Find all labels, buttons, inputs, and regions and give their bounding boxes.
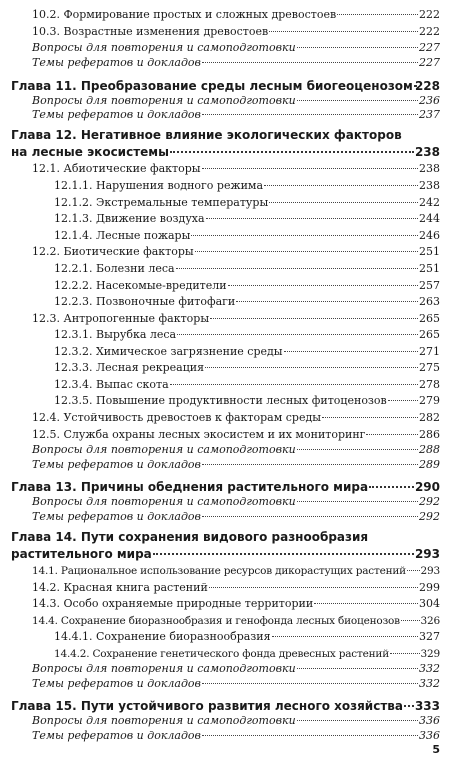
toc-entry xyxy=(0,647,453,661)
dot-leader xyxy=(388,400,418,401)
toc-entry xyxy=(0,56,453,70)
toc-entry-page: 265 xyxy=(419,328,440,341)
dot-leader xyxy=(314,603,418,604)
toc-entry-page: 227 xyxy=(419,56,440,69)
dot-leader xyxy=(202,683,418,684)
dot-leader xyxy=(369,486,414,488)
toc-entry-title: 12.2.1. Болезни леса xyxy=(54,262,175,275)
toc-entry-page: 326 xyxy=(420,615,440,627)
toc-entry xyxy=(0,94,453,108)
toc-entry-page: 251 xyxy=(419,245,440,258)
dot-leader xyxy=(390,653,420,654)
chapter-title: Глава 13. Причины обеднения растительного мира xyxy=(11,480,369,494)
dot-leader xyxy=(337,14,418,15)
chapter-heading xyxy=(0,699,453,714)
toc-entry xyxy=(0,714,453,728)
toc-entry-page: 278 xyxy=(419,378,440,391)
toc-entry xyxy=(0,411,453,425)
chapter-page: 238 xyxy=(414,145,440,159)
toc-entry-page: 246 xyxy=(419,229,440,242)
toc-entry-title: 12.2.3. Позвоночные фитофаги xyxy=(54,295,236,308)
toc-entry-page: 292 xyxy=(419,510,440,523)
toc-entry xyxy=(0,614,453,628)
toc-entry xyxy=(0,279,453,293)
toc-entry-title: Темы рефератов и докладов xyxy=(32,677,201,690)
toc-entry xyxy=(0,597,453,611)
toc-entry-title: Вопросы для повторения и самоподготовки xyxy=(32,662,296,675)
toc-entry xyxy=(0,378,453,392)
dot-leader xyxy=(176,268,418,269)
toc-entry-page: 286 xyxy=(419,428,440,441)
dot-leader xyxy=(202,114,418,115)
dot-leader xyxy=(297,720,418,721)
dot-leader xyxy=(170,151,414,153)
toc-entry xyxy=(0,312,453,326)
toc-entry-title: Темы рефератов и докладов xyxy=(32,56,201,69)
toc-entry-title: 12.3.3. Лесная рекреация xyxy=(54,361,205,374)
dot-leader xyxy=(205,367,418,368)
toc-entry xyxy=(0,108,453,122)
toc-entry xyxy=(0,162,453,176)
dot-leader xyxy=(297,449,418,450)
chapter-page: 293 xyxy=(414,547,440,561)
toc-entry-page: 238 xyxy=(419,179,440,192)
toc-entry-page: 265 xyxy=(419,312,440,325)
dot-leader xyxy=(404,705,414,707)
toc-entry-title: Вопросы для повторения и самоподготовки xyxy=(32,443,296,456)
toc-entry-title: 12.5. Служба охраны лесных экосистем и их мониторинг xyxy=(32,428,366,441)
toc-entry-page: 279 xyxy=(419,394,440,407)
chapter-page: 290 xyxy=(414,480,440,494)
toc-entry-title: Вопросы для повторения и самоподготовки xyxy=(32,94,296,107)
toc-entry-title: 12.3.5. Повышение продуктивности лесных фитоценозов xyxy=(54,394,387,407)
toc-entry-page: 292 xyxy=(419,495,440,508)
dot-leader xyxy=(297,501,418,502)
toc-entry-title: 12.3.1. Вырубка леса xyxy=(54,328,177,341)
dot-leader xyxy=(272,636,418,637)
toc-entry-page: 275 xyxy=(419,361,440,374)
toc-entry-title: 14.4.2. Сохранение генетического фонда древесных растений xyxy=(54,648,390,660)
toc-entry xyxy=(0,361,453,375)
chapter-heading xyxy=(0,79,453,94)
dot-leader xyxy=(153,553,414,555)
toc-entry xyxy=(0,630,453,644)
dot-leader xyxy=(206,218,418,219)
toc-entry-title: 12.1. Абиотические факторы xyxy=(32,162,201,175)
dot-leader xyxy=(210,318,418,319)
toc-entry xyxy=(0,510,453,524)
toc-entry-title: 12.1.3. Движение воздуха xyxy=(54,212,205,225)
dot-leader xyxy=(297,668,418,669)
dot-leader xyxy=(202,62,418,63)
dot-leader xyxy=(202,516,418,517)
toc-entry xyxy=(0,428,453,442)
dot-leader xyxy=(202,168,418,169)
toc-entry-page: 332 xyxy=(419,677,440,690)
toc-entry xyxy=(0,229,453,243)
dot-leader xyxy=(202,464,418,465)
toc-entry xyxy=(0,295,453,309)
toc-entry xyxy=(0,581,453,595)
toc-entry xyxy=(0,729,453,743)
toc-entry xyxy=(0,495,453,509)
toc-entry-title: Вопросы для повторения и самоподготовки xyxy=(32,495,296,508)
dot-leader xyxy=(401,620,420,621)
toc-entry xyxy=(0,443,453,457)
toc-entry-page: 242 xyxy=(419,196,440,209)
toc-entry-title: 14.1. Рациональное использование ресурсов дикорастущих растений xyxy=(32,565,406,577)
toc-entry-title: 12.3.4. Выпас скота xyxy=(54,378,169,391)
dot-leader xyxy=(191,235,418,236)
toc-entry-page: 336 xyxy=(419,729,440,742)
toc-entry-page: 263 xyxy=(419,295,440,308)
toc-entry-title: 12.4. Устойчивость древостоев к факторам среды xyxy=(32,411,322,424)
toc-entry xyxy=(0,25,453,39)
toc-entry-page: 336 xyxy=(419,714,440,727)
toc-entry-page: 251 xyxy=(419,262,440,275)
toc-entry-page: 299 xyxy=(419,581,440,594)
toc-entry-title: Темы рефератов и докладов xyxy=(32,510,201,523)
toc-entry-title: 10.3. Возрастные изменения древостоев xyxy=(32,25,269,38)
dot-leader xyxy=(202,735,418,736)
toc-entry-page: 237 xyxy=(419,108,440,121)
toc-entry-page: 257 xyxy=(419,279,440,292)
dot-leader xyxy=(366,434,418,435)
dot-leader xyxy=(269,202,418,203)
dot-leader xyxy=(284,351,418,352)
toc-entry xyxy=(0,196,453,210)
toc-entry-page: 238 xyxy=(419,162,440,175)
toc-entry xyxy=(0,345,453,359)
chapter-title: Глава 15. Пути устойчивого развития лесного хозяйства xyxy=(11,699,403,713)
toc-entry xyxy=(0,677,453,691)
dot-leader xyxy=(195,251,418,252)
toc-entry xyxy=(0,564,453,578)
toc-entry-page: 332 xyxy=(419,662,440,675)
chapter-heading xyxy=(0,547,453,562)
toc-entry xyxy=(0,179,453,193)
toc-entry-page: 304 xyxy=(419,597,440,610)
toc-entry-title: 12.3. Антропогенные факторы xyxy=(32,312,210,325)
dot-leader xyxy=(228,285,418,286)
toc-entry-title: 12.2. Биотические факторы xyxy=(32,245,194,258)
toc-entry-title: Вопросы для повторения и самоподготовки xyxy=(32,714,296,727)
toc-entry-page: 282 xyxy=(419,411,440,424)
toc-entry-page: 293 xyxy=(420,565,440,577)
chapter-heading xyxy=(0,480,453,495)
toc-entry-title: 12.1.1. Нарушения водного режима xyxy=(54,179,264,192)
chapter-heading-line1: Глава 14. Пути сохранения видового разнообразия xyxy=(11,530,369,544)
toc-entry-title: 12.2.2. Насекомые-вредители xyxy=(54,279,227,292)
toc-entry-page: 288 xyxy=(419,443,440,456)
toc-entry-page: 222 xyxy=(419,25,440,38)
dot-leader xyxy=(170,384,418,385)
toc-entry-page: 327 xyxy=(419,630,440,643)
dot-leader xyxy=(297,47,418,48)
toc-entry-title: Темы рефератов и докладов xyxy=(32,458,201,471)
toc-entry xyxy=(0,458,453,472)
dot-leader xyxy=(236,301,418,302)
toc-entry-title: Темы рефератов и докладов xyxy=(32,729,201,742)
toc-entry-page: 236 xyxy=(419,94,440,107)
toc-entry-page: 329 xyxy=(420,648,440,660)
dot-leader xyxy=(264,185,418,186)
toc-entry-title: 10.2. Формирование простых и сложных древостоев xyxy=(32,8,337,21)
toc-entry-title: 12.1.2. Экстремальные температуры xyxy=(54,196,269,209)
toc-entry xyxy=(0,262,453,276)
toc-entry xyxy=(0,8,453,22)
chapter-title: растительного мира xyxy=(11,547,152,561)
toc-entry xyxy=(0,41,453,55)
dot-leader xyxy=(269,31,418,32)
dot-leader xyxy=(407,570,420,571)
dot-leader xyxy=(177,334,418,335)
dot-leader xyxy=(322,417,418,418)
toc-entry-title: 12.1.4. Лесные пожары xyxy=(54,229,191,242)
chapter-page: 228 xyxy=(414,79,440,93)
toc-entry-title: 14.3. Особо охраняемые природные территории xyxy=(32,597,314,610)
toc-entry-title: 14.2. Красная книга растений xyxy=(32,581,208,594)
toc-entry-title: 12.3.2. Химическое загрязнение среды xyxy=(54,345,283,358)
chapter-page: 333 xyxy=(414,699,440,713)
toc-entry-title: 14.4. Сохранение биоразнообразия и генофонда лесных биоценозов xyxy=(32,615,400,627)
toc-entry-page: 227 xyxy=(419,41,440,54)
toc-entry-title: Темы рефератов и докладов xyxy=(32,108,201,121)
toc-entry-page: 244 xyxy=(419,212,440,225)
page-number: 5 xyxy=(432,743,440,756)
toc-entry xyxy=(0,328,453,342)
toc-entry xyxy=(0,245,453,259)
toc-entry-page: 289 xyxy=(419,458,440,471)
toc-entry-page: 271 xyxy=(419,345,440,358)
chapter-title: на лесные экосистемы xyxy=(11,145,169,159)
chapter-title: Глава 11. Преобразование среды лесным биогеоценозом xyxy=(11,79,413,93)
dot-leader xyxy=(297,100,418,101)
dot-leader xyxy=(209,587,418,588)
toc-entry-title: Вопросы для повторения и самоподготовки xyxy=(32,41,296,54)
toc-entry xyxy=(0,394,453,408)
toc-entry xyxy=(0,662,453,676)
toc-entry xyxy=(0,212,453,226)
toc-entry-title: 14.4.1. Сохранение биоразнообразия xyxy=(54,630,271,643)
chapter-heading-line1: Глава 12. Негативное влияние экологических факторов xyxy=(11,128,402,142)
toc-entry-page: 222 xyxy=(419,8,440,21)
chapter-heading xyxy=(0,145,453,160)
